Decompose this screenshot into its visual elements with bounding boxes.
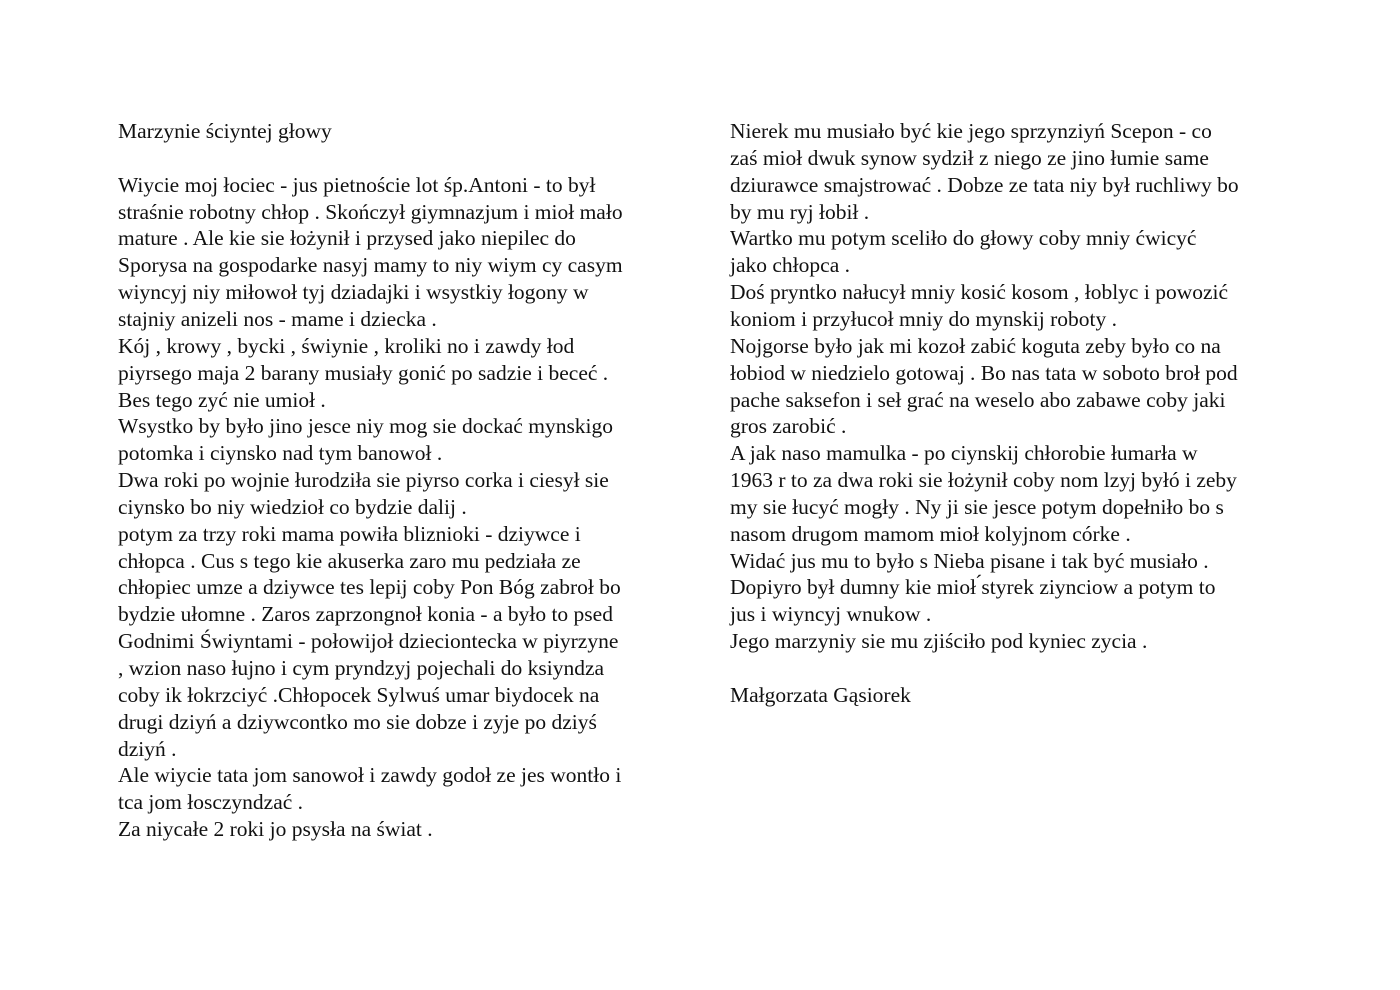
author-signature: Małgorzata Gąsiorek <box>730 682 911 707</box>
text-line: Dwa roki po wojnie łurodziła sie piyrso corka i ciesył sie <box>118 468 609 493</box>
text-line: bydzie ułomne . Zaros zaprzongnoł konia - a było to psed <box>118 602 613 627</box>
text-line: tca jom łosczyndzać . <box>118 790 304 815</box>
text-line: potomka i ciynsko nad tym banowoł . <box>118 441 443 466</box>
text-line: łobiod w niedzielo gotowaj . Bo nas tata w soboto broł pod <box>730 360 1238 385</box>
text-line: jako chłopca . <box>730 253 850 278</box>
text-line: piyrsego maja 2 barany musiały gonić po sadzie i beceć . <box>118 360 609 385</box>
text-line: mature . Ale kie sie łożynił i przysed jako niepilec do <box>118 226 576 251</box>
text-line: my sie łucyć mogły . Ny ji sie jesce potym dopełniło bo s <box>730 494 1224 519</box>
text-line: dziyń . <box>118 736 177 761</box>
text-line: dziurawce smajstrować . Dobze ze tata niy był ruchliwy bo <box>730 172 1239 197</box>
text-line: A jak naso mamulka - po ciynskij chłorobie łumarła w <box>730 441 1198 466</box>
text-line: Kój , krowy , bycki , świynie , kroliki no i zawdy łod <box>118 333 575 358</box>
text-line: by mu ryj łobił . <box>730 199 870 224</box>
document-title: Marzynie ściyntej głowy <box>118 119 332 143</box>
text-line: Dopiyro był dumny kie mioł ́styrek ziynciow a potym to <box>730 575 1216 600</box>
text-line: Za niycałe 2 roki jo psysła na świat . <box>118 817 433 842</box>
text-line: Sporysa na gospodarke nasyj mamy to niy wiym cy casym <box>118 253 623 278</box>
text-line: koniom i przyłucoł mniy do mynskij roboty . <box>730 306 1117 331</box>
text-line: coby ik łokrzciyć .Chłopocek Sylwuś umar biydocek na <box>118 682 600 707</box>
text-line: wiyncyj niy miłowoł tyj dziadajki i wsystkiy łogony w <box>118 280 589 305</box>
text-line: Ale wiycie tata jom sanowoł i zawdy godoł ze jes wontło i <box>118 763 622 788</box>
text-line: straśnie robotny chłop . Skończył giymnazjum i mioł mało <box>118 199 623 224</box>
text-line: Godnimi Świyntami - połowijoł dzieciontecka w piyrzyne <box>118 629 619 654</box>
text-line: Widać jus mu to było s Nieba pisane i tak być musiało . <box>730 548 1209 573</box>
text-line: Nojgorse było jak mi kozoł zabić koguta zeby było co na <box>730 333 1221 358</box>
text-line: gros zarobić . <box>730 414 847 439</box>
text-line: Bes tego zyć nie umioł . <box>118 387 326 412</box>
text-line: chłopca . Cus s tego kie akuserka zaro mu pedziała ze <box>118 548 581 573</box>
text-line: stajniy anizeli nos - mame i dziecka . <box>118 306 437 331</box>
text-line: potym za trzy roki mama powiła bliznioki - dziywce i <box>118 521 581 546</box>
text-line: , wzion naso łujno i cym pryndzyj pojechali do ksiyndza <box>118 656 605 680</box>
text-line: Wiycie moj łociec - jus pietnoście lot śp.Antoni - to był <box>118 172 596 197</box>
text-line: chłopiec umze a dziywce tes lepij coby Pon Bóg zabroł bo <box>118 575 621 600</box>
text-line: Wartko mu potym sceliło do głowy coby mniy ćwicyć <box>730 226 1197 251</box>
text-line: ciynsko bo niy wiedzioł co bydzie dalij . <box>118 494 467 519</box>
text-line: nasom drugom mamom mioł kolyjnom córke . <box>730 521 1131 546</box>
text-line: Jego marzyniy sie mu zjiściło pod kyniec zycia . <box>730 629 1148 654</box>
text-line: jus i wiyncyj wnukow . <box>730 602 932 627</box>
text-line: Wsystko by było jino jesce niy mog sie dockać mynskigo <box>118 414 614 439</box>
text-line: pache saksefon i seł grać na weselo abo zabawe coby jaki <box>730 387 1226 412</box>
text-line: Doś pryntko nałucył mniy kosić kosom , łoblyc i powozić <box>730 280 1229 305</box>
text-line: zaś mioł dwuk synow sydził z niego ze jino łumie same <box>730 145 1209 170</box>
text-line: drugi dziyń a dziywcontko mo sie dobze i zyje po dziyś <box>118 709 597 734</box>
text-line: 1963 r to za dwa roki sie łożynił coby nom lzyj byłó i zeby <box>730 468 1237 493</box>
text-line: Nierek mu musiało być kie jego sprzynziyń Scepon - co <box>730 119 1212 143</box>
